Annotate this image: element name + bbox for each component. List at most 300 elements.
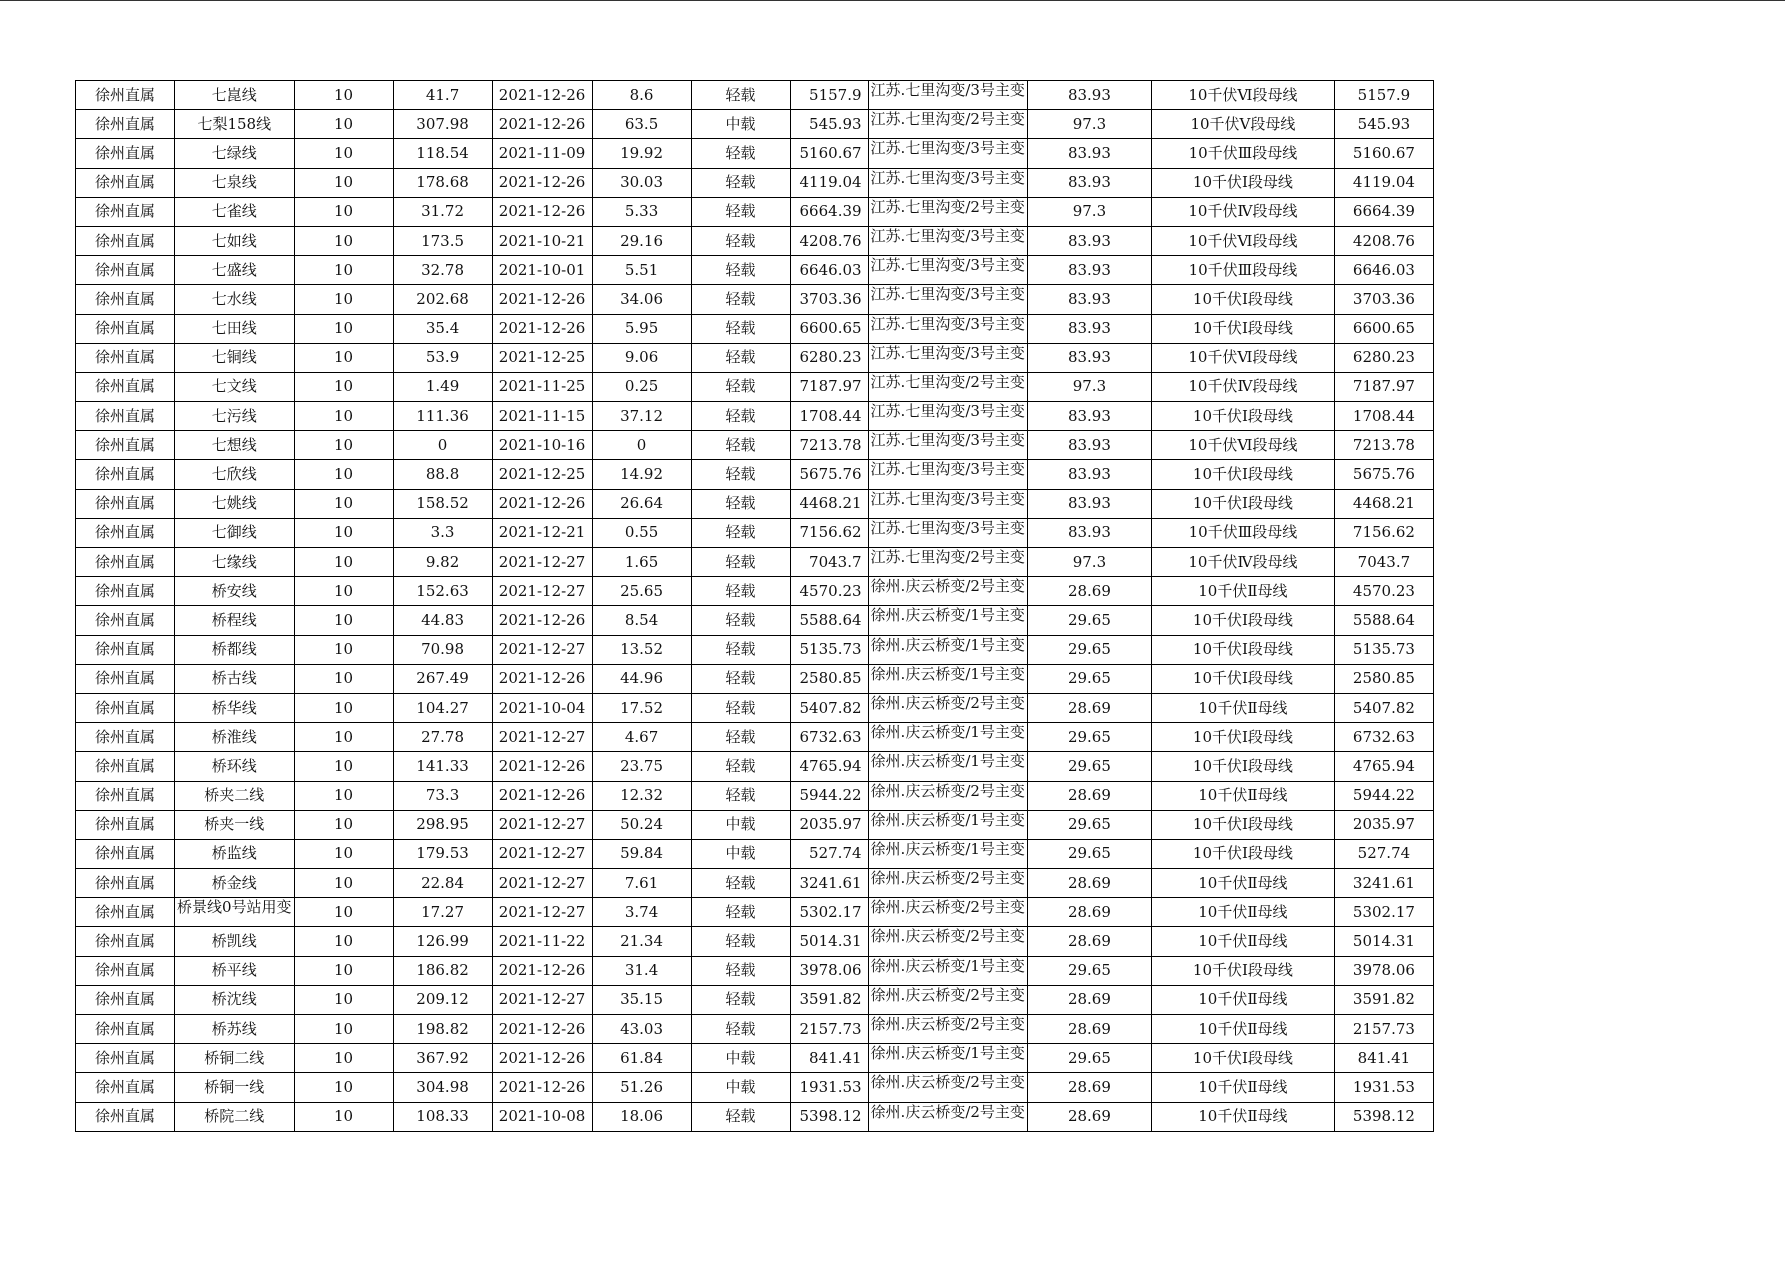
- load-rate-cell: 29.16: [592, 226, 691, 255]
- table-row: [76, 460, 1434, 489]
- available-capacity-cell: 3703.36: [1334, 285, 1433, 314]
- table-row: [76, 1073, 1434, 1102]
- remaining-capacity-cell: 7213.78: [790, 431, 868, 460]
- line-name-cell: 桥淮线: [175, 723, 295, 752]
- line-name-cell: 桥景线0号站用变: [175, 898, 295, 927]
- transformer-load-rate-cell: 97.3: [1027, 548, 1151, 577]
- load-rate-cell: 44.96: [592, 664, 691, 693]
- unit-cell: 徐州直属: [76, 460, 175, 489]
- transformer-load-rate-cell: 83.93: [1027, 460, 1151, 489]
- remaining-capacity-cell: 5675.76: [790, 460, 868, 489]
- date-cell: 2021-12-26: [492, 1044, 592, 1073]
- current-cell: 22.84: [393, 869, 492, 898]
- transformer-load-rate-cell: 28.69: [1027, 869, 1151, 898]
- load-rate-cell: 18.06: [592, 1102, 691, 1131]
- busbar-cell: 10千伏Ⅰ段母线: [1151, 664, 1334, 693]
- load-rate-cell: 9.06: [592, 343, 691, 372]
- unit-cell: 徐州直属: [76, 752, 175, 781]
- unit-cell: 徐州直属: [76, 869, 175, 898]
- load-status-cell: 轻载: [691, 81, 790, 110]
- date-cell: 2021-11-09: [492, 139, 592, 168]
- remaining-capacity-cell: 6664.39: [790, 197, 868, 226]
- line-name-cell: 桥铜一线: [175, 1073, 295, 1102]
- load-status-cell: 中载: [691, 1044, 790, 1073]
- table-row: [76, 1044, 1434, 1073]
- line-name-cell: 七如线: [175, 226, 295, 255]
- line-name-cell: 七御线: [175, 518, 295, 547]
- transformer-load-rate-cell: 28.69: [1027, 1102, 1151, 1131]
- line-name-cell: 桥都线: [175, 635, 295, 664]
- load-status-cell: 中载: [691, 1073, 790, 1102]
- transformer-load-rate-cell: 28.69: [1027, 693, 1151, 722]
- remaining-capacity-cell: 1708.44: [790, 402, 868, 431]
- table-row: [76, 1102, 1434, 1131]
- busbar-cell: 10千伏Ⅲ段母线: [1151, 139, 1334, 168]
- current-cell: 209.12: [393, 985, 492, 1014]
- voltage-cell: 10: [294, 693, 393, 722]
- load-rate-cell: 35.15: [592, 985, 691, 1014]
- load-status-cell: 轻载: [691, 197, 790, 226]
- transformer-load-rate-cell: 29.65: [1027, 752, 1151, 781]
- load-status-cell: 轻载: [691, 402, 790, 431]
- date-cell: 2021-12-26: [492, 489, 592, 518]
- remaining-capacity-cell: 2580.85: [790, 664, 868, 693]
- line-name-cell: 桥程线: [175, 606, 295, 635]
- available-capacity-cell: 5588.64: [1334, 606, 1433, 635]
- substation-transformer-cell: 徐州.庆云桥变/1号主变: [868, 839, 1027, 868]
- load-rate-cell: 5.51: [592, 256, 691, 285]
- remaining-capacity-cell: 5302.17: [790, 898, 868, 927]
- substation-transformer-cell: 江苏.七里沟变/3号主变: [868, 518, 1027, 547]
- substation-transformer-cell: 江苏.七里沟变/2号主变: [868, 197, 1027, 226]
- busbar-cell: 10千伏Ⅰ段母线: [1151, 402, 1334, 431]
- busbar-cell: 10千伏Ⅱ母线: [1151, 577, 1334, 606]
- unit-cell: 徐州直属: [76, 693, 175, 722]
- load-rate-cell: 50.24: [592, 810, 691, 839]
- transformer-load-rate-cell: 29.65: [1027, 839, 1151, 868]
- load-status-cell: 中载: [691, 110, 790, 139]
- date-cell: 2021-12-26: [492, 781, 592, 810]
- transformer-load-rate-cell: 29.65: [1027, 606, 1151, 635]
- substation-transformer-cell: 江苏.七里沟变/2号主变: [868, 548, 1027, 577]
- voltage-cell: 10: [294, 606, 393, 635]
- transformer-load-rate-cell: 29.65: [1027, 664, 1151, 693]
- table-row: [76, 577, 1434, 606]
- load-rate-cell: 37.12: [592, 402, 691, 431]
- available-capacity-cell: 3978.06: [1334, 956, 1433, 985]
- date-cell: 2021-11-25: [492, 372, 592, 401]
- load-rate-cell: 25.65: [592, 577, 691, 606]
- voltage-cell: 10: [294, 81, 393, 110]
- remaining-capacity-cell: 4208.76: [790, 226, 868, 255]
- load-status-cell: 轻载: [691, 489, 790, 518]
- busbar-cell: 10千伏Ⅵ段母线: [1151, 226, 1334, 255]
- date-cell: 2021-12-26: [492, 1015, 592, 1044]
- voltage-cell: 10: [294, 985, 393, 1014]
- line-name-cell: 桥华线: [175, 693, 295, 722]
- load-rate-cell: 5.95: [592, 314, 691, 343]
- line-name-cell: 桥夹二线: [175, 781, 295, 810]
- current-cell: 73.3: [393, 781, 492, 810]
- remaining-capacity-cell: 2157.73: [790, 1015, 868, 1044]
- voltage-cell: 10: [294, 635, 393, 664]
- table-row: [76, 723, 1434, 752]
- substation-transformer-cell: 徐州.庆云桥变/1号主变: [868, 810, 1027, 839]
- remaining-capacity-cell: 4765.94: [790, 752, 868, 781]
- substation-transformer-cell: 徐州.庆云桥变/1号主变: [868, 606, 1027, 635]
- load-rate-cell: 23.75: [592, 752, 691, 781]
- current-cell: 44.83: [393, 606, 492, 635]
- remaining-capacity-cell: 3703.36: [790, 285, 868, 314]
- remaining-capacity-cell: 7187.97: [790, 372, 868, 401]
- table-row: [76, 869, 1434, 898]
- transformer-load-rate-cell: 83.93: [1027, 81, 1151, 110]
- current-cell: 88.8: [393, 460, 492, 489]
- remaining-capacity-cell: 5588.64: [790, 606, 868, 635]
- transformer-load-rate-cell: 97.3: [1027, 197, 1151, 226]
- transformer-load-rate-cell: 83.93: [1027, 343, 1151, 372]
- available-capacity-cell: 6664.39: [1334, 197, 1433, 226]
- busbar-cell: 10千伏Ⅰ段母线: [1151, 314, 1334, 343]
- substation-transformer-cell: 徐州.庆云桥变/1号主变: [868, 752, 1027, 781]
- table-row: [76, 839, 1434, 868]
- unit-cell: 徐州直属: [76, 1073, 175, 1102]
- remaining-capacity-cell: 5944.22: [790, 781, 868, 810]
- busbar-cell: 10千伏Ⅵ段母线: [1151, 81, 1334, 110]
- load-rate-cell: 31.4: [592, 956, 691, 985]
- current-cell: 202.68: [393, 285, 492, 314]
- current-cell: 3.3: [393, 518, 492, 547]
- unit-cell: 徐州直属: [76, 110, 175, 139]
- busbar-cell: 10千伏Ⅰ段母线: [1151, 1044, 1334, 1073]
- date-cell: 2021-12-26: [492, 168, 592, 197]
- current-cell: 35.4: [393, 314, 492, 343]
- load-status-cell: 轻载: [691, 664, 790, 693]
- voltage-cell: 10: [294, 577, 393, 606]
- current-cell: 27.78: [393, 723, 492, 752]
- unit-cell: 徐州直属: [76, 577, 175, 606]
- load-rate-cell: 1.65: [592, 548, 691, 577]
- busbar-cell: 10千伏Ⅲ段母线: [1151, 256, 1334, 285]
- busbar-cell: 10千伏Ⅰ段母线: [1151, 839, 1334, 868]
- available-capacity-cell: 1708.44: [1334, 402, 1433, 431]
- table-row: [76, 548, 1434, 577]
- table-row: [76, 197, 1434, 226]
- date-cell: 2021-12-26: [492, 956, 592, 985]
- load-status-cell: 轻载: [691, 898, 790, 927]
- current-cell: 267.49: [393, 664, 492, 693]
- busbar-cell: 10千伏Ⅳ段母线: [1151, 548, 1334, 577]
- current-cell: 298.95: [393, 810, 492, 839]
- unit-cell: 徐州直属: [76, 898, 175, 927]
- table-row: [76, 81, 1434, 110]
- line-name-cell: 七文线: [175, 372, 295, 401]
- substation-transformer-cell: 江苏.七里沟变/3号主变: [868, 460, 1027, 489]
- table-row: [76, 343, 1434, 372]
- line-name-cell: 桥平线: [175, 956, 295, 985]
- substation-transformer-cell: 江苏.七里沟变/3号主变: [868, 489, 1027, 518]
- line-name-cell: 七雀线: [175, 197, 295, 226]
- busbar-cell: 10千伏Ⅵ段母线: [1151, 431, 1334, 460]
- busbar-cell: 10千伏Ⅰ段母线: [1151, 606, 1334, 635]
- available-capacity-cell: 4765.94: [1334, 752, 1433, 781]
- current-cell: 152.63: [393, 577, 492, 606]
- line-name-cell: 七水线: [175, 285, 295, 314]
- load-rate-cell: 51.26: [592, 1073, 691, 1102]
- available-capacity-cell: 5407.82: [1334, 693, 1433, 722]
- voltage-cell: 10: [294, 168, 393, 197]
- date-cell: 2021-12-27: [492, 548, 592, 577]
- load-rate-cell: 17.52: [592, 693, 691, 722]
- available-capacity-cell: 1931.53: [1334, 1073, 1433, 1102]
- busbar-cell: 10千伏Ⅰ段母线: [1151, 489, 1334, 518]
- load-status-cell: 轻载: [691, 460, 790, 489]
- unit-cell: 徐州直属: [76, 664, 175, 693]
- table-row: [76, 372, 1434, 401]
- load-rate-cell: 7.61: [592, 869, 691, 898]
- current-cell: 367.92: [393, 1044, 492, 1073]
- substation-transformer-cell: 徐州.庆云桥变/1号主变: [868, 1044, 1027, 1073]
- busbar-cell: 10千伏Ⅳ段母线: [1151, 372, 1334, 401]
- line-name-cell: 桥监线: [175, 839, 295, 868]
- table-row: [76, 518, 1434, 547]
- transformer-load-rate-cell: 83.93: [1027, 431, 1151, 460]
- current-cell: 304.98: [393, 1073, 492, 1102]
- substation-transformer-cell: 徐州.庆云桥变/1号主变: [868, 956, 1027, 985]
- remaining-capacity-cell: 3591.82: [790, 985, 868, 1014]
- line-name-cell: 桥安线: [175, 577, 295, 606]
- line-name-cell: 桥铜二线: [175, 1044, 295, 1073]
- transformer-load-rate-cell: 29.65: [1027, 1044, 1151, 1073]
- load-status-cell: 轻载: [691, 606, 790, 635]
- line-name-cell: 七欣线: [175, 460, 295, 489]
- unit-cell: 徐州直属: [76, 431, 175, 460]
- remaining-capacity-cell: 2035.97: [790, 810, 868, 839]
- busbar-cell: 10千伏Ⅰ段母线: [1151, 168, 1334, 197]
- unit-cell: 徐州直属: [76, 723, 175, 752]
- load-rate-cell: 43.03: [592, 1015, 691, 1044]
- voltage-cell: 10: [294, 723, 393, 752]
- date-cell: 2021-11-22: [492, 927, 592, 956]
- load-status-cell: 轻载: [691, 343, 790, 372]
- table-row: [76, 664, 1434, 693]
- unit-cell: 徐州直属: [76, 985, 175, 1014]
- voltage-cell: 10: [294, 197, 393, 226]
- date-cell: 2021-12-26: [492, 1073, 592, 1102]
- remaining-capacity-cell: 5157.9: [790, 81, 868, 110]
- busbar-cell: 10千伏Ⅰ段母线: [1151, 723, 1334, 752]
- substation-transformer-cell: 徐州.庆云桥变/2号主变: [868, 985, 1027, 1014]
- substation-transformer-cell: 江苏.七里沟变/3号主变: [868, 81, 1027, 110]
- available-capacity-cell: 7187.97: [1334, 372, 1433, 401]
- date-cell: 2021-12-27: [492, 839, 592, 868]
- transformer-load-rate-cell: 83.93: [1027, 518, 1151, 547]
- available-capacity-cell: 4119.04: [1334, 168, 1433, 197]
- remaining-capacity-cell: 545.93: [790, 110, 868, 139]
- available-capacity-cell: 7156.62: [1334, 518, 1433, 547]
- remaining-capacity-cell: 841.41: [790, 1044, 868, 1073]
- line-name-cell: 七姚线: [175, 489, 295, 518]
- available-capacity-cell: 5675.76: [1334, 460, 1433, 489]
- unit-cell: 徐州直属: [76, 314, 175, 343]
- busbar-cell: 10千伏Ⅰ段母线: [1151, 460, 1334, 489]
- transformer-load-rate-cell: 83.93: [1027, 285, 1151, 314]
- date-cell: 2021-12-27: [492, 898, 592, 927]
- table-row: [76, 693, 1434, 722]
- unit-cell: 徐州直属: [76, 839, 175, 868]
- remaining-capacity-cell: 7156.62: [790, 518, 868, 547]
- substation-transformer-cell: 江苏.七里沟变/3号主变: [868, 314, 1027, 343]
- voltage-cell: 10: [294, 1015, 393, 1044]
- busbar-cell: 10千伏Ⅱ母线: [1151, 985, 1334, 1014]
- load-status-cell: 轻载: [691, 168, 790, 197]
- unit-cell: 徐州直属: [76, 927, 175, 956]
- load-status-cell: 轻载: [691, 956, 790, 985]
- table-row: [76, 781, 1434, 810]
- available-capacity-cell: 7213.78: [1334, 431, 1433, 460]
- line-name-cell: 七污线: [175, 402, 295, 431]
- unit-cell: 徐州直属: [76, 81, 175, 110]
- voltage-cell: 10: [294, 285, 393, 314]
- table-row: [76, 431, 1434, 460]
- table-row: [76, 1015, 1434, 1044]
- load-rate-cell: 0.55: [592, 518, 691, 547]
- date-cell: 2021-12-27: [492, 810, 592, 839]
- remaining-capacity-cell: 5135.73: [790, 635, 868, 664]
- voltage-cell: 10: [294, 110, 393, 139]
- busbar-cell: 10千伏Ⅰ段母线: [1151, 956, 1334, 985]
- transformer-load-rate-cell: 28.69: [1027, 781, 1151, 810]
- remaining-capacity-cell: 3978.06: [790, 956, 868, 985]
- busbar-cell: 10千伏Ⅰ段母线: [1151, 752, 1334, 781]
- available-capacity-cell: 3591.82: [1334, 985, 1433, 1014]
- load-status-cell: 轻载: [691, 869, 790, 898]
- line-name-cell: 七崑线: [175, 81, 295, 110]
- current-cell: 70.98: [393, 635, 492, 664]
- load-status-cell: 轻载: [691, 314, 790, 343]
- load-rate-cell: 21.34: [592, 927, 691, 956]
- available-capacity-cell: 6646.03: [1334, 256, 1433, 285]
- transformer-load-rate-cell: 29.65: [1027, 810, 1151, 839]
- available-capacity-cell: 2157.73: [1334, 1015, 1433, 1044]
- load-status-cell: 轻载: [691, 548, 790, 577]
- voltage-cell: 10: [294, 839, 393, 868]
- table-row: [76, 139, 1434, 168]
- available-capacity-cell: 2580.85: [1334, 664, 1433, 693]
- busbar-cell: 10千伏Ⅱ母线: [1151, 781, 1334, 810]
- unit-cell: 徐州直属: [76, 256, 175, 285]
- substation-transformer-cell: 江苏.七里沟变/3号主变: [868, 402, 1027, 431]
- substation-transformer-cell: 江苏.七里沟变/3号主变: [868, 226, 1027, 255]
- transformer-load-rate-cell: 29.65: [1027, 723, 1151, 752]
- substation-transformer-cell: 徐州.庆云桥变/2号主变: [868, 1102, 1027, 1131]
- date-cell: 2021-12-26: [492, 314, 592, 343]
- load-status-cell: 轻载: [691, 723, 790, 752]
- current-cell: 141.33: [393, 752, 492, 781]
- unit-cell: 徐州直属: [76, 810, 175, 839]
- unit-cell: 徐州直属: [76, 518, 175, 547]
- table-row: [76, 285, 1434, 314]
- available-capacity-cell: 7043.7: [1334, 548, 1433, 577]
- available-capacity-cell: 5160.67: [1334, 139, 1433, 168]
- unit-cell: 徐州直属: [76, 343, 175, 372]
- voltage-cell: 10: [294, 1044, 393, 1073]
- voltage-cell: 10: [294, 372, 393, 401]
- load-status-cell: 轻载: [691, 139, 790, 168]
- load-rate-cell: 5.33: [592, 197, 691, 226]
- transformer-load-rate-cell: 29.65: [1027, 956, 1151, 985]
- voltage-cell: 10: [294, 343, 393, 372]
- line-name-cell: 桥古线: [175, 664, 295, 693]
- transformer-load-rate-cell: 97.3: [1027, 372, 1151, 401]
- load-rate-cell: 12.32: [592, 781, 691, 810]
- voltage-cell: 10: [294, 431, 393, 460]
- load-rate-cell: 30.03: [592, 168, 691, 197]
- available-capacity-cell: 4570.23: [1334, 577, 1433, 606]
- date-cell: 2021-11-15: [492, 402, 592, 431]
- load-status-cell: 中载: [691, 810, 790, 839]
- remaining-capacity-cell: 4570.23: [790, 577, 868, 606]
- line-name-cell: 七泉线: [175, 168, 295, 197]
- load-status-cell: 轻载: [691, 226, 790, 255]
- busbar-cell: 10千伏Ⅱ母线: [1151, 927, 1334, 956]
- remaining-capacity-cell: 7043.7: [790, 548, 868, 577]
- line-name-cell: 桥金线: [175, 869, 295, 898]
- date-cell: 2021-12-25: [492, 460, 592, 489]
- date-cell: 2021-10-16: [492, 431, 592, 460]
- load-rate-cell: 4.67: [592, 723, 691, 752]
- substation-transformer-cell: 徐州.庆云桥变/2号主变: [868, 898, 1027, 927]
- substation-transformer-cell: 江苏.七里沟变/3号主变: [868, 139, 1027, 168]
- date-cell: 2021-12-21: [492, 518, 592, 547]
- voltage-cell: 10: [294, 956, 393, 985]
- busbar-cell: 10千伏Ⅱ母线: [1151, 898, 1334, 927]
- table-row: [76, 752, 1434, 781]
- unit-cell: 徐州直属: [76, 548, 175, 577]
- line-name-cell: 七田线: [175, 314, 295, 343]
- substation-transformer-cell: 江苏.七里沟变/3号主变: [868, 343, 1027, 372]
- current-cell: 9.82: [393, 548, 492, 577]
- voltage-cell: 10: [294, 256, 393, 285]
- available-capacity-cell: 527.74: [1334, 839, 1433, 868]
- load-status-cell: 轻载: [691, 372, 790, 401]
- load-rate-cell: 0: [592, 431, 691, 460]
- load-status-cell: 轻载: [691, 635, 790, 664]
- transformer-load-rate-cell: 28.69: [1027, 898, 1151, 927]
- transformer-load-rate-cell: 28.69: [1027, 1015, 1151, 1044]
- substation-transformer-cell: 徐州.庆云桥变/2号主变: [868, 869, 1027, 898]
- date-cell: 2021-12-27: [492, 577, 592, 606]
- available-capacity-cell: 5398.12: [1334, 1102, 1433, 1131]
- line-name-cell: 桥院二线: [175, 1102, 295, 1131]
- available-capacity-cell: 545.93: [1334, 110, 1433, 139]
- voltage-cell: 10: [294, 810, 393, 839]
- voltage-cell: 10: [294, 1102, 393, 1131]
- load-status-cell: 轻载: [691, 577, 790, 606]
- unit-cell: 徐州直属: [76, 489, 175, 518]
- available-capacity-cell: 5302.17: [1334, 898, 1433, 927]
- current-cell: 32.78: [393, 256, 492, 285]
- load-status-cell: 轻载: [691, 927, 790, 956]
- busbar-cell: 10千伏Ⅱ母线: [1151, 1015, 1334, 1044]
- available-capacity-cell: 6732.63: [1334, 723, 1433, 752]
- date-cell: 2021-10-04: [492, 693, 592, 722]
- line-name-cell: 桥凯线: [175, 927, 295, 956]
- available-capacity-cell: 4468.21: [1334, 489, 1433, 518]
- unit-cell: 徐州直属: [76, 781, 175, 810]
- load-status-cell: 轻载: [691, 431, 790, 460]
- busbar-cell: 10千伏Ⅲ段母线: [1151, 518, 1334, 547]
